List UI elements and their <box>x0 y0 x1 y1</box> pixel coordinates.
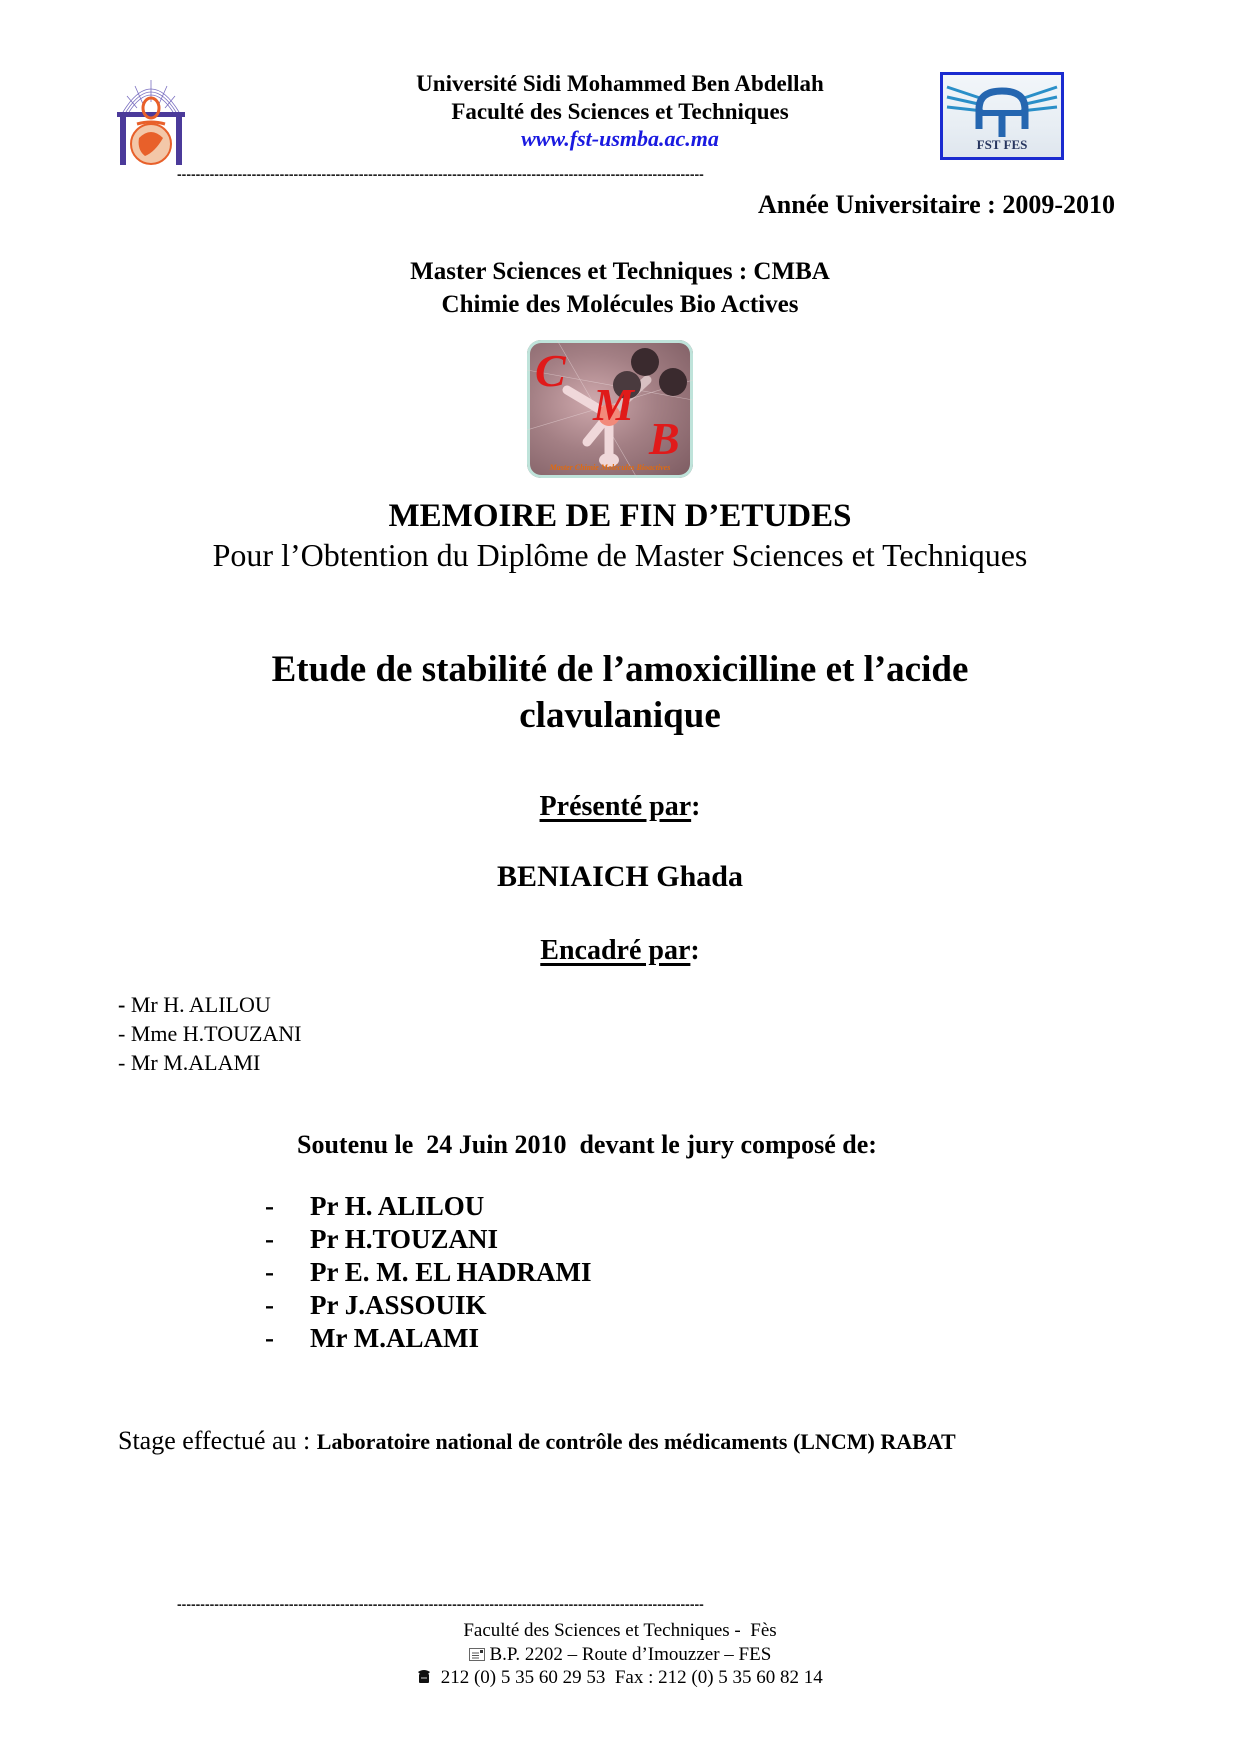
jury-name: Pr J.ASSOUIK <box>310 1290 487 1320</box>
footer-phone-fax: 212 (0) 5 35 60 29 53 Fax : 212 (0) 5 35 60 82 14 <box>440 1667 823 1688</box>
fst-emblem-icon <box>943 77 1061 139</box>
cmb-letter-b: B <box>649 413 680 464</box>
footer-separator: ----------------------------------------------------------------------------------------------------------------- <box>177 1596 704 1612</box>
jury-dash: - <box>265 1191 274 1221</box>
supervisor-dash: - <box>118 992 126 1017</box>
internship-line <box>118 1426 956 1456</box>
faculty-name: Faculté des Sciences et Techniques <box>451 99 789 124</box>
university-name: Université Sidi Mohammed Ben Abdellah <box>416 71 824 96</box>
memoire-heading: MEMOIRE DE FIN D’ETUDES <box>388 498 852 534</box>
supervisor-item <box>118 1048 260 1077</box>
jury-member <box>265 1256 592 1289</box>
mailbox-icon <box>469 1644 485 1667</box>
supervisor-dash: - <box>118 1021 126 1046</box>
footer-address-text: B.P. 2202 – Route d’Imouzzer – FES <box>489 1644 772 1665</box>
footer-address <box>0 1643 1240 1667</box>
jury-dash: - <box>265 1257 274 1287</box>
jury-name: Pr E. M. EL HADRAMI <box>310 1257 592 1287</box>
fst-fes-logo <box>940 72 1064 160</box>
fst-logo-text: FST FES <box>976 137 1028 152</box>
program-subtitle: Chimie des Molécules Bio Actives <box>441 291 799 318</box>
jury-member <box>265 1190 484 1223</box>
presented-by-heading <box>0 791 1240 823</box>
supervisor-item <box>118 1019 302 1048</box>
jury-dash: - <box>265 1323 274 1353</box>
supervised-by-label: Encadré par <box>540 935 691 966</box>
supervised-by-heading <box>0 935 1240 967</box>
jury-member <box>265 1322 479 1355</box>
footer-contact <box>0 1666 1240 1690</box>
internship-label: Stage effectué au : <box>118 1426 317 1455</box>
supervisor-name: Mme H.TOUZANI <box>125 1021 302 1046</box>
cmba-logo <box>527 340 693 478</box>
supervised-by-colon: : <box>690 935 700 966</box>
defense-statement: Soutenu le 24 Juin 2010 devant le jury composé de: <box>297 1130 877 1159</box>
jury-name: Pr H.TOUZANI <box>310 1224 499 1254</box>
jury-dash: - <box>265 1224 274 1254</box>
website-link[interactable]: www.fst-usmba.ac.ma <box>521 126 719 151</box>
cmb-letter-c: C <box>535 345 566 396</box>
memoire-subheading: Pour l’Obtention du Diplôme de Master Sciences et Techniques <box>212 537 1028 573</box>
jury-member <box>265 1223 498 1256</box>
presented-by-label: Présenté par <box>539 791 692 822</box>
telephone-icon <box>417 1667 431 1690</box>
internship-place: Laboratoire national de contrôle des médicaments (LNCM) RABAT <box>316 1429 956 1454</box>
footer-faculty: Faculté des Sciences et Techniques - Fès <box>463 1620 777 1641</box>
academic-year: Année Universitaire : 2009-2010 <box>758 190 1115 219</box>
header-separator: ----------------------------------------------------------------------------------------------------------------- <box>177 166 704 182</box>
jury-dash: - <box>265 1290 274 1320</box>
thesis-title-line2: clavulanique <box>519 695 721 736</box>
presented-by-colon: : <box>691 791 701 822</box>
cmb-logo-caption: Master Chimie Molécules Bioactives <box>549 463 671 472</box>
program-title: Master Sciences et Techniques : CMBA <box>410 258 830 285</box>
supervisor-item <box>118 990 271 1019</box>
supervisor-name: Mr M.ALAMI <box>125 1050 261 1075</box>
jury-name: Pr H. ALILOU <box>310 1191 485 1221</box>
supervisor-name: Mr H. ALILOU <box>125 992 271 1017</box>
supervisor-dash: - <box>118 1050 126 1075</box>
cmb-letter-m: M <box>593 379 634 430</box>
thesis-title-line1: Etude de stabilité de l’amoxicilline et l’acide <box>271 649 969 690</box>
jury-name: Mr M.ALAMI <box>310 1323 479 1353</box>
student-name: BENIAICH Ghada <box>497 860 743 893</box>
jury-member <box>265 1289 487 1322</box>
